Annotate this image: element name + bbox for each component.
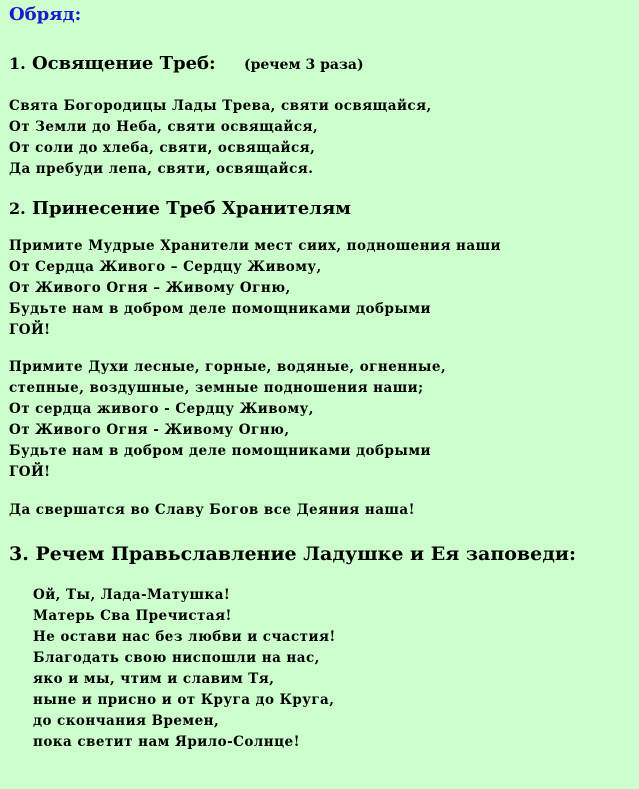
section-3-title: Речем Правьславление Ладушке и Ея заповеди: <box>35 543 576 565</box>
section-2-paragraph-1 <box>9 236 639 341</box>
section-1-number: 1. <box>9 54 26 73</box>
section-2-closing: Да свершатся во Славу Богов все Деяния наша! <box>9 502 415 518</box>
text-line: пока светит нам Ярило-Солнце! <box>33 734 300 750</box>
text-line: От сердца живого - Сердцу Живому, <box>9 401 314 417</box>
text-line: От Живого Огня – Живому Огню, <box>9 280 291 296</box>
text-line: Примите Духи лесные, горные, водяные, огненные, <box>9 359 447 375</box>
text-line: Благодать свою ниспошли на нас, <box>33 650 320 666</box>
section-1-title: Освящение Треб: <box>31 53 216 74</box>
text-line: Матерь Сва Пречистая! <box>33 608 232 624</box>
section-1-heading <box>9 53 639 76</box>
section-1-text <box>9 96 639 180</box>
text-line: ГОЙ! <box>9 322 51 338</box>
text-line: Примите Мудрые Хранители мест сиих, подношения наши <box>9 238 502 254</box>
text-line: От Сердца Живого – Сердцу Живому, <box>9 259 322 275</box>
text-line: От соли до хлеба, святи, освящайся, <box>9 140 316 156</box>
text-line: Ой, Ты, Лада-Матушка! <box>33 587 231 603</box>
text-line: От Земли до Неба, святи освящайся, <box>9 119 319 135</box>
text-line: От Живого Огня - Живому Огню, <box>9 422 290 438</box>
section-3-number: 3. <box>9 543 29 565</box>
text-line: степные, воздушные, земные подношения наши; <box>9 380 424 396</box>
section-2-heading <box>9 198 639 220</box>
section-3-heading <box>9 543 639 565</box>
text-line: Будьте нам в добром деле помощниками добрыми <box>9 443 431 459</box>
text-line: яко и мы, чтим и славим Тя, <box>33 671 275 687</box>
text-line: до скончания Времен, <box>33 713 220 729</box>
page-title: Обряд: <box>9 4 82 25</box>
text-line: Не остави нас без любви и счастия! <box>33 629 336 645</box>
section-1-note: (речем 3 раза) <box>243 57 364 73</box>
text-line: ГОЙ! <box>9 464 51 480</box>
section-2-paragraph-2 <box>9 357 639 483</box>
text-line: ныне и присно и от Круга до Круга, <box>33 692 335 708</box>
text-line: Свята Богородицы Лады Трева, святи освящайся, <box>9 98 432 114</box>
text-line: Будьте нам в добром деле помощниками добрыми <box>9 301 431 317</box>
section-2-number: 2. <box>9 199 26 218</box>
section-2-title: Принесение Треб Хранителям <box>31 198 351 219</box>
text-line: Да пребуди лепа, святи, освящайся. <box>9 161 314 177</box>
section-3-text <box>9 585 639 753</box>
